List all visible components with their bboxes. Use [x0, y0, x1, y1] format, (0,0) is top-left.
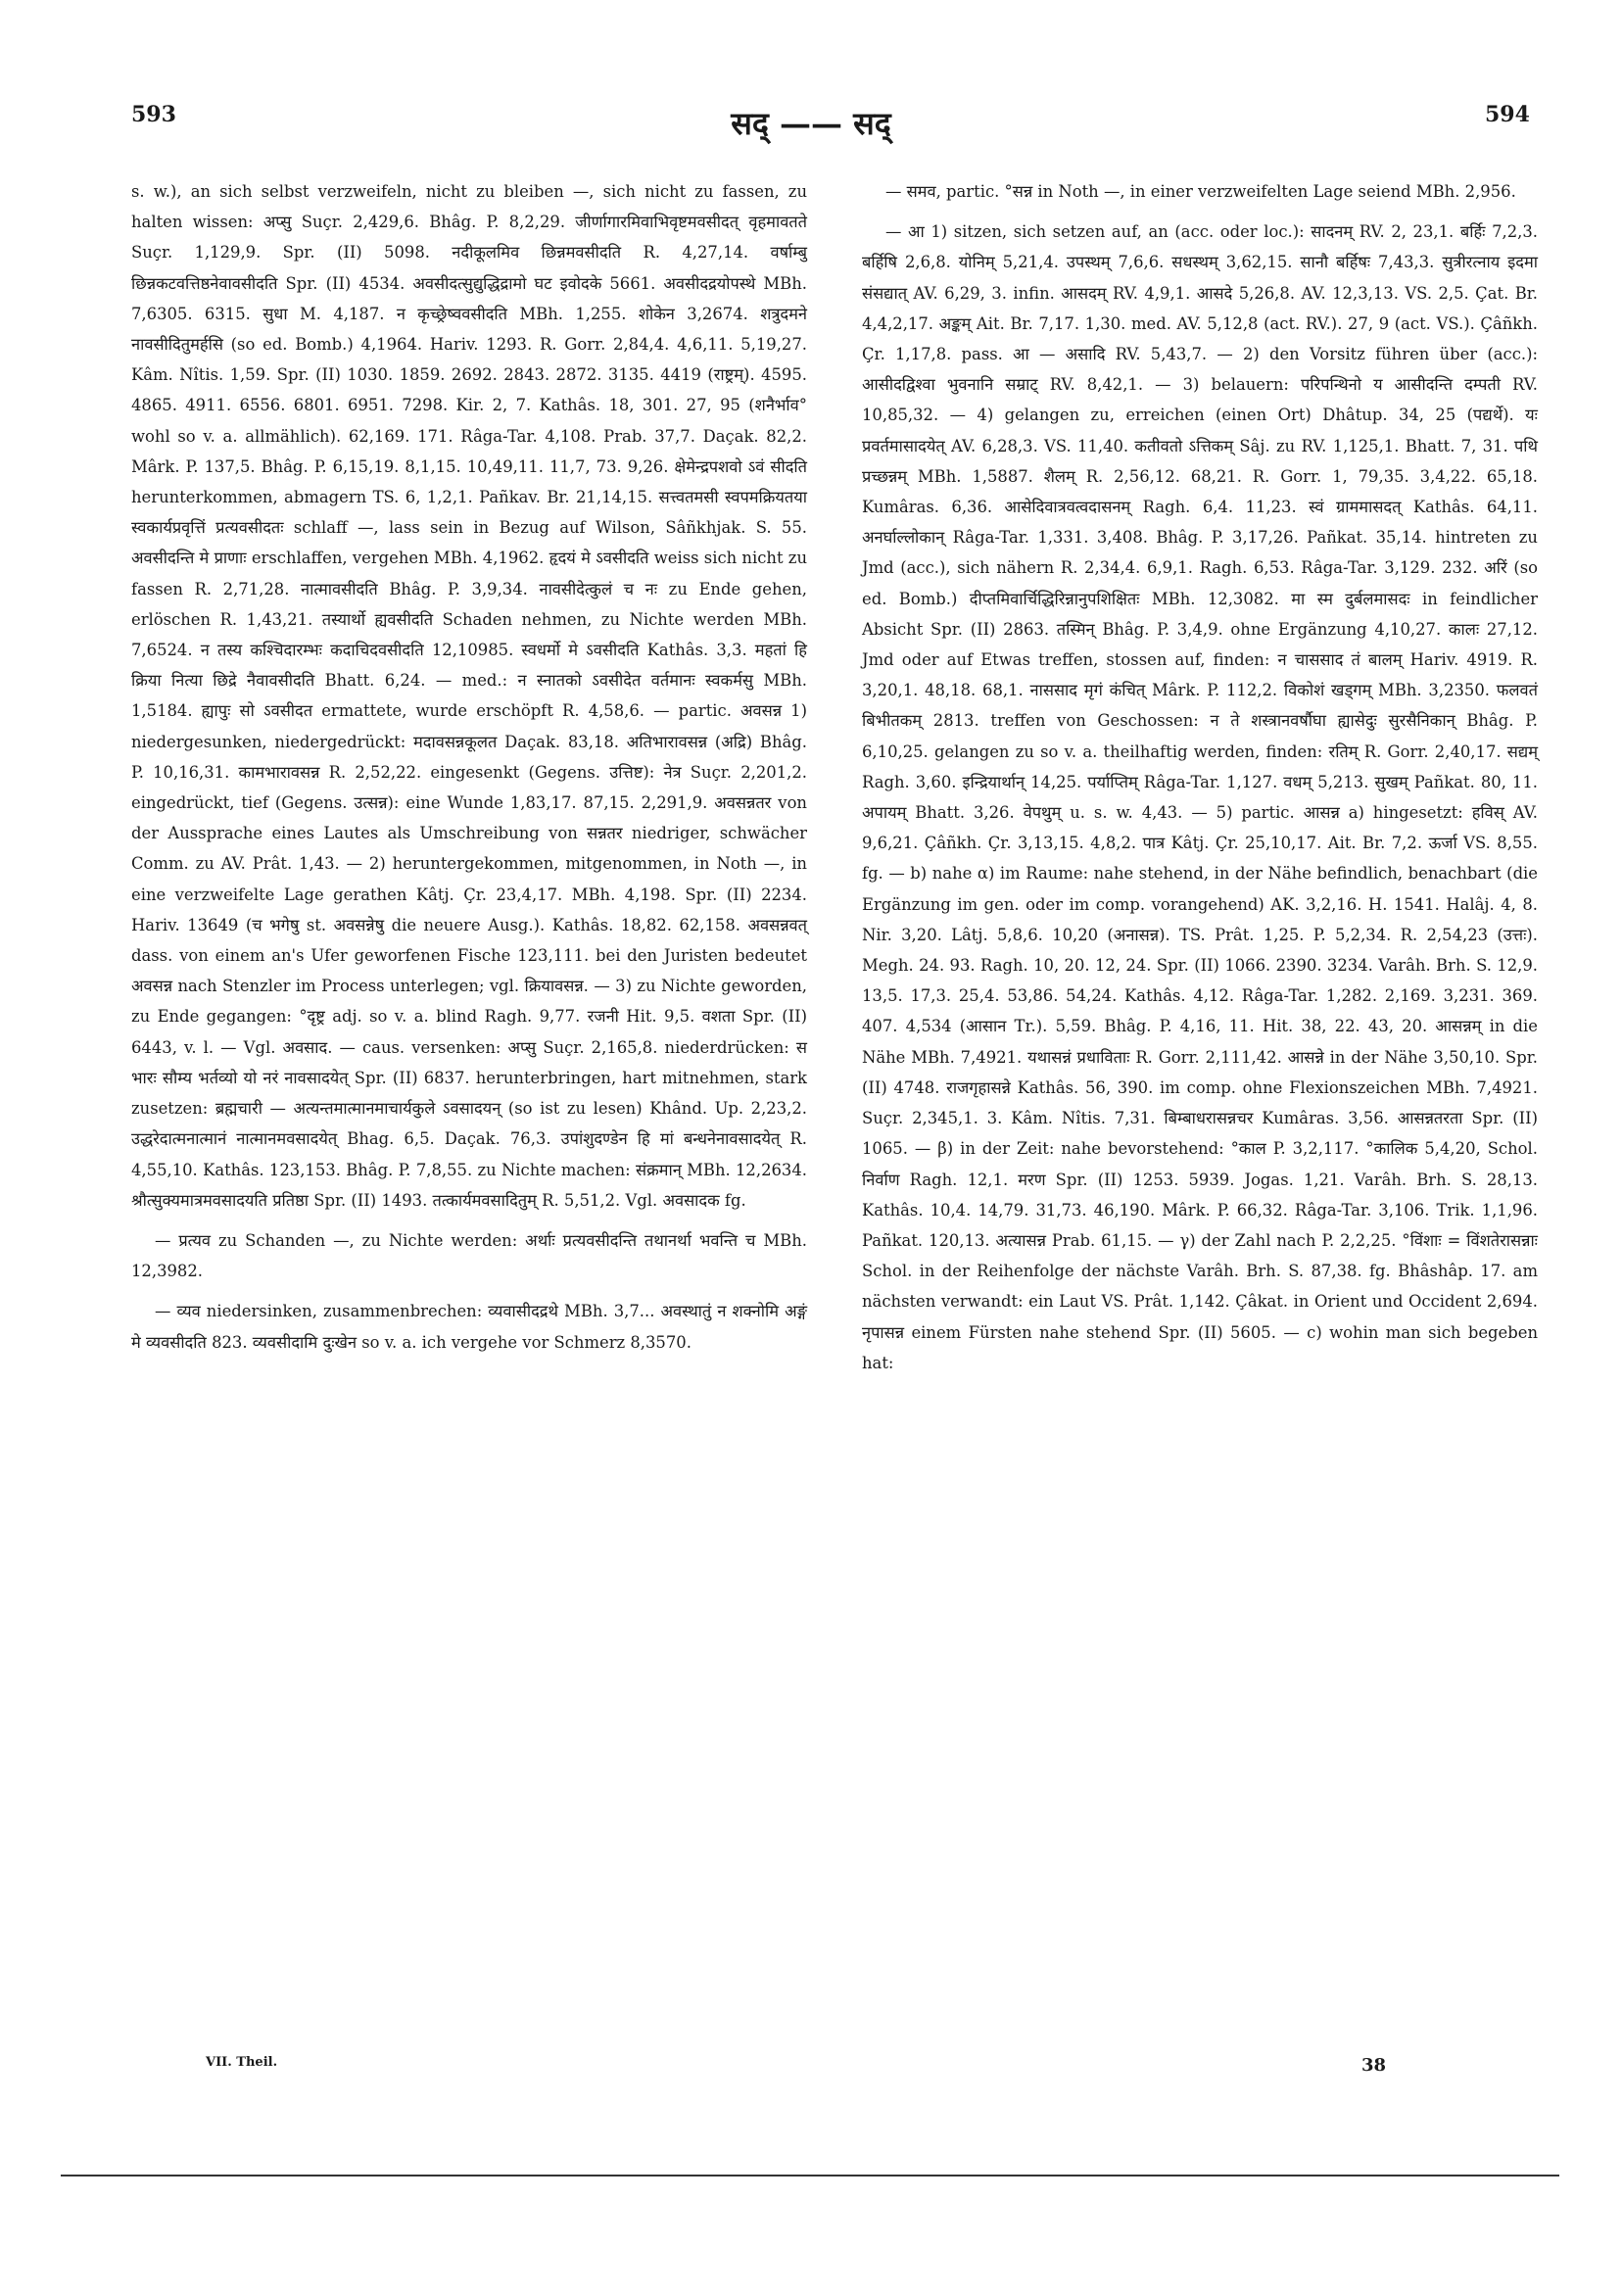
sheet-signature: 38: [1361, 2055, 1387, 2076]
left-column: [131, 176, 807, 1367]
dictionary-paragraph: — समव, partic. °सन्न in Noth —, in einer verzweifelten Lage seiend MBh. 2,956.: [885, 182, 1516, 201]
dictionary-paragraph: — प्रत्यव zu Schanden —, zu Nichte werden: अर्थाः प्रत्यवसीदन्ति तथानर्था भवन्ति च MBh. 12,3982.: [131, 1230, 807, 1281]
volume-sheet-note: VII. Theil.: [206, 2055, 278, 2070]
dictionary-paragraph: s. w.), an sich selbst verzweifeln, nicht zu bleiben —, sich nicht zu fassen, zu halten wissen: अप्सु Suçr. 2,429,6. Bhâg. P. 8,2,29. जीर्णागारमिवाभिवृष्टमवसीदत् वृहमावतते Suçr. 1,129,9. Spr. (II) 5098. नदीकूलमिव छिन्नमवसीदति R. 4,27,14. वर्षाम्बु छिन्नकटवत्तिष्ठनेवावसीदति Spr. (II) 4534. अवसीदत्सुद्युद्धिद्रामो घट इवोदके 5661. अवसीदद्रयोपस्थे MBh. 7,6305. 6315. सुधा M. 4,187. न कृच्छ्रेष्ववसीदति MBh. 1,255. शोकेन 3,2674. शत्रुदमने नावसीदितुमर्हसि (so ed. Bomb.) 4,1964. Hariv. 1293. R. Gorr. 2,84,4. 4,6,11. 5,19,27. Kâm. Nîtis. 1,59. Spr. (II) 1030. 1859. 2692. 2843. 2872. 3135. 4419 (राष्ट्रम्). 4595. 4865. 4911. 6556. 6801. 6951. 7298. Kir. 2, 7. Kathâs. 18, 301. 27, 95 (शनैर्भाव° wohl so v. a. allmählich). 62,169. 171. Râga-Tar. 4,108. Prab. 37,7. Daçak. 82,2. Mârk. P. 137,5. Bhâg. P. 6,15,19. 8,1,15. 10,49,11. 11,7, 73. 9,26. क्षेमेन्द्रपशवो ऽवं सीदति herunterkommen, abmagern TS. 6, 1,2,1. Pañkav. Br. 21,14,15. सत्त्वतमसी स्वपमक्रियतया स्वकार्यप्रवृत्तिं प्रत्यवसीदतः schlaff —, lass sein in Bezug auf Wilson, Sâñkhjak. S. 55. अवसीदन्ति मे प्राणाः erschlaffen, vergehen MBh. 4,1962. हृदयं मे ऽवसीदति weiss sich nicht zu fassen R. 2,71,28. नात्मावसीदति Bhâg. P. 3,9,34. नावसीदेत्कुलं च नः zu Ende gehen, erlöschen R. 1,43,21. तस्यार्थो ह्यवसीदति Schaden nehmen, zu Nichte werden MBh. 7,6524. न तस्य कश्चिदारम्भः कदाचिदवसीदति 12,10985. स्वधर्मो मे ऽवसीदति Kathâs. 3,3. महतां हि क्रिया नित्या छिद्रे नैवावसीदति Bhatt. 6,24. — med.: न स्नातको ऽवसीदेत वर्तमानः स्वकर्मसु MBh. 1,5184. ह्यापुः सो ऽवसीदत ermattete, wurde erschöpft R. 4,58,6. — partic. अवसन्न 1) niedergesunken, niedergedrückt: मदावसन्नकूलत Daçak. 83,18. अतिभारावसन्न (अद्रि) Bhâg. P. 10,16,31. कामभारावसन्न R. 2,52,22. eingesenkt (Gegens. उत्तिष्ट): नेत्र Suçr. 2,201,2. eingedrückt, tief (Gegens. उत्सन्न): eine Wunde 1,83,17. 87,15. 2,291,9. अवसन्नतर von der Aussprache eines Lautes als Umschreibung von सन्नतर niedriger, schwächer Comm. zu AV. Prât. 1,43. — 2) heruntergekommen, mitgenommen, in Noth —, in eine verzweifelte Lage gerathen Kâtj. Çr. 23,4,17. MBh. 4,198. Spr. (II) 2234. Hariv. 13649 (च भगेषु st. अवसन्नेषु die neuere Ausg.). Kathâs. 18,82. 62,158. अवसन्नवत् dass. von einem an's Ufer geworfenen Fische 123,111. bei den Juristen bedeutet अवसन्न nach Stenzler im Process unterlegen; vgl. क्रियावसन्न. — 3) zu Nichte geworden, zu Ende gegangen: °दृष्ट्र adj. so v. a. blind Ragh. 9,77. रजनी Hit. 9,5. वशता Spr. (II) 6443, v. l. — Vgl. अवसाद. — caus. versenken: अप्सु Suçr. 2,165,8. niederdrücken: स भारः सौम्य भर्तव्यो यो नरं नावसादयेत् Spr. (II) 6837. herunterbringen, hart mitnehmen, stark zusetzen: ब्रह्मचारी — अत्यन्तमात्मानमाचार्यकुले ऽवसादयन् (so ist zu lesen) Khând. Up. 2,23,2. उद्धरेदात्मनात्मानं नात्मानमवसादयेत् Bhag. 6,5. Daçak. 76,3. उपांशुदण्डेन हि मां बन्धनेनावसादयेत् R. 4,55,10. Kathâs. 123,153. Bhâg. P. 7,8,55. zu Nichte machen: संक्रमान् MBh. 12,2634. श्रौत्सुक्यमात्रमवसादयति प्रतिष्ठा Spr. (II) 1493. तत्कार्यमवसादितुम् R. 5,51,2. Vgl. अवसादक fg.: [131, 182, 807, 1210]
dictionary-paragraph: — व्यव niedersinken, zusammenbrechen: व्यवासीदद्रथे MBh. 3,7... अवस्थातुं न शक्नोमि अङ्गं मे व्यवसीदति 823. व्यवसीदामि दुःखेन so v. a. ich vergehe vor Schmerz 8,3570.: [131, 1302, 807, 1352]
dictionary-paragraph: — आ 1) sitzen, sich setzen auf, an (acc. oder loc.): सादनम् RV. 2, 23,1. बर्हिः 7,2,3. बर्हिषि 2,6,8. योनिम् 5,21,4. उपस्थम् 7,6,6. सधस्थम् 3,62,15. सानौ बर्हिषः 7,43,3. सुत्रीरत्नाय इदमा संसद्यात् AV. 6,29, 3. infin. आसदम् RV. 4,9,1. आसदे 5,26,8. AV. 12,3,13. VS. 2,5. Çat. Br. 4,4,2,17. अङ्कम् Ait. Br. 7,17. 1,30. med. AV. 5,12,8 (act. RV.). 27, 9 (act. VS.). Çâñkh. Çr. 1,17,8. pass. आ — असादि RV. 5,43,7. — 2) den Vorsitz führen über (acc.): आसीदद्विश्वा भुवनानि सम्राट् RV. 8,42,1. — 3) belauern: परिपन्थिनो य आसीदन्ति दम्पती RV. 10,85,32. — 4) gelangen zu, erreichen (einen Ort) Dhâtup. 34, 25 (पद्यर्थे). यः प्रवर्तमासादयेत् AV. 6,28,3. VS. 11,40. कतीवतो ऽत्तिकम् Sâj. zu RV. 1,125,1. Bhatt. 7, 31. पथि प्रच्छन्नम् MBh. 1,5887. शैलम् R. 2,56,12. 68,21. R. Gorr. 1, 79,35. 3,4,22. 65,18. Kumâras. 6,36. आसेदिवात्रवत्वदासनम् Ragh. 6,4. 11,23. स्वं ग्राममासदत् Kathâs. 64,11. अनर्घाल्लोकान् Râga-Tar. 1,331. 3,408. Bhâg. P. 3,17,26. Pañkat. 35,14. hintreten zu Jmd (acc.), sich nähern R. 2,34,4. 6,9,1. Ragh. 6,53. Râga-Tar. 3,129. 232. अरिं (so ed. Bomb.) दीप्तमिवार्चिद्धिरिन्नानुपशिक्षितः MBh. 12,3082. मा स्म दुर्बलमासदः in feindlicher Absicht Spr. (II) 2863. तस्मिन् Bhâg. P. 3,4,9. ohne Ergänzung 4,10,27. कालः 27,12. Jmd oder auf Etwas treffen, stossen auf, finden: न चाससाद तं बालम् Hariv. 4919. R. 3,20,1. 48,18. 68,1. नाससाद मृगं कंचित् Mârk. P. 112,2. विकोशं खड्गम् MBh. 3,2350. फलवतं बिभीतकम् 2813. treffen von Geschossen: न ते शस्त्रानवर्षौघा ह्यासेदुः सुरसैनिकान् Bhâg. P. 6,10,25. gelangen zu so v. a. theilhaftig werden, finden: रतिम् R. Gorr. 2,40,17. सद्यम् Ragh. 3,60. इन्द्रियार्थान् 14,25. पर्याप्तिम् Râga-Tar. 1,127. वधम् 5,213. सुखम् Pañkat. 80, 11. अपायम् Bhatt. 3,26. वेपथुम् u. s. w. 4,43. — 5) partic. आसन्न a) hingesetzt: हविस् AV. 9,6,21. Çâñkh. Çr. 3,13,15. 4,8,2. पात्र Kâtj. Çr. 25,10,17. Ait. Br. 7,2. ऊर्जा VS. 8,55. fg. — b) nahe α) im Raume: nahe stehend, in der Nähe befindlich, benachbart (die Ergänzung im gen. oder im comp. vorangehend) AK. 3,2,16. H. 1541. Halâj. 4, 8. Nir. 3,20. Lâtj. 5,8,6. 10,20 (अनासन्न). TS. Prât. 1,25. P. 5,2,34. R. 2,54,23 (उत्तः). Megh. 24. 93. Ragh. 10, 20. 12, 24. Spr. (II) 1066. 2390. 3234. Varâh. Brh. S. 12,9. 13,5. 17,3. 25,4. 53,86. 54,24. Kathâs. 4,12. Râga-Tar. 1,282. 2,169. 3,231. 369. 407. 4,534 (आसान Tr.). 5,59. Bhâg. P. 4,16, 11. Hit. 38, 22. 43, 20. आसन्नम् in die Nähe MBh. 7,4921. यथासन्नं प्रधाविताः R. Gorr. 2,111,42. आसन्ने in der Nähe 3,50,10. Spr. (II) 4748. राजगृहासन्ने Kathâs. 56, 390. im comp. ohne Flexionszeichen MBh. 7,4921. Suçr. 2,345,1. 3. Kâm. Nîtis. 7,31. बिम्बाधरासन्नचर Kumâras. 3,56. आसन्नतरता Spr. (II) 1065. — β) in der Zeit: nahe bevorstehend: °काल P. 3,2,117. °कालिक 5,4,20, Schol. निर्वाण Ragh. 12,1. मरण Spr. (II) 1253. 5939. Jogas. 1,21. Varâh. Brh. S. 28,13. Kathâs. 10,4. 14,79. 31,73. 46,190. Mârk. P. 66,32. Râga-Tar. 3,106. Trik. 1,1,96. Pañkat. 120,13. अत्यासन्न Prab. 61,15. — γ) der Zahl nach P. 2,2,25. °विंशाः = विंशतेरासन्नाः Schol. in der Reihenfolge der nächste Varâh. Brh. S. 87,38. fg. Bhâshâp. 17. am nächsten verwandt: ein Laut VS. Prât. 1,142. Çâkat. in Orient und Occident 2,694. नृपासन्न einem Fürsten nahe stehend Spr. (II) 5605. — c) wohin man sich begeben hat:: [862, 222, 1538, 1372]
bottom-rule: [61, 2175, 1559, 2176]
right-page-number: 594: [1485, 102, 1530, 127]
right-column: [862, 176, 1538, 1388]
left-page-number: 593: [131, 102, 176, 127]
running-headword: सद् —— सद्: [731, 105, 891, 142]
